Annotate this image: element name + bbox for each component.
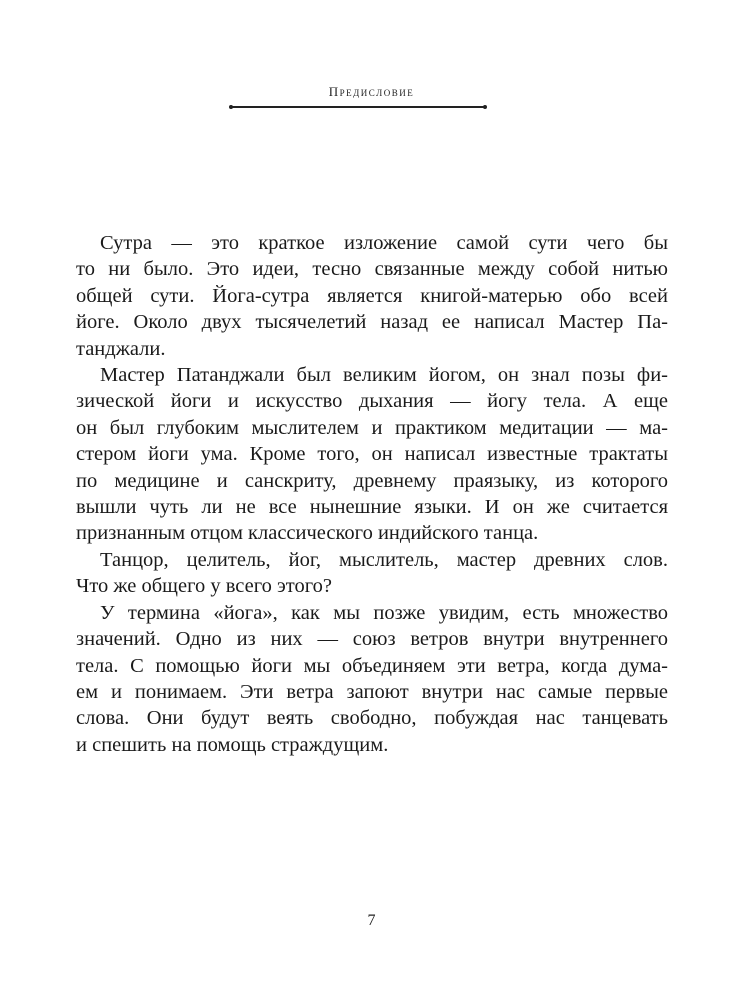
text-line: по медицине и санскриту, древнему праязыку, из которого <box>76 469 668 492</box>
running-head-rule <box>232 106 484 108</box>
body-text <box>76 230 668 758</box>
text-line: значений. Одно из них — союз ветров внутри внутреннего <box>76 628 668 651</box>
paragraph-3 <box>76 547 668 600</box>
text-line: Танцор, целитель, йог, мыслитель, мастер древних слов. <box>100 548 668 571</box>
text-line: признанным отцом классического индийского танца. <box>76 522 539 545</box>
text-line: Мастер Патанджали был великим йогом, он знал позы фи- <box>100 364 668 387</box>
text-line: общей сути. Йога-сутра является книгой-матерью обо всей <box>76 284 668 307</box>
paragraph-4 <box>76 600 668 758</box>
text-line: стером йоги ума. Кроме того, он написал известные трактаты <box>76 443 668 466</box>
text-line: тела. С помощью йоги мы объединяем эти ветра, когда дума- <box>76 654 668 677</box>
text-line: и спешить на помощь страждущим. <box>76 733 389 756</box>
text-line: У термина «йога», как мы позже увидим, есть множество <box>100 601 668 624</box>
text-line: зической йоги и искусство дыхания — йогу тела. А еще <box>76 390 668 413</box>
text-line: вышли чуть ли не все нынешние языки. И он же считается <box>76 496 668 519</box>
text-line: Что же общего у всего этого? <box>76 575 332 598</box>
text-line: то ни было. Это идеи, тесно связанные между собой нитью <box>76 258 668 281</box>
text-line: Сутра — это краткое изложение самой сути чего бы <box>100 232 668 254</box>
text-line: слова. Они будут веять свободно, побуждая нас танцевать <box>76 707 668 730</box>
text-line: йоге. Около двух тысячелетий назад ее написал Мастер Па- <box>76 311 668 334</box>
text-line: ем и понимаем. Эти ветра запоют внутри нас самые первые <box>76 680 668 703</box>
page-number: 7 <box>367 912 376 929</box>
text-line: танджали. <box>76 337 166 360</box>
paragraph-1 <box>76 230 668 362</box>
text-line: он был глубоким мыслителем и практиком медитации — ма- <box>76 416 668 439</box>
running-head: Предисловие <box>328 84 415 99</box>
paragraph-2 <box>76 362 668 547</box>
